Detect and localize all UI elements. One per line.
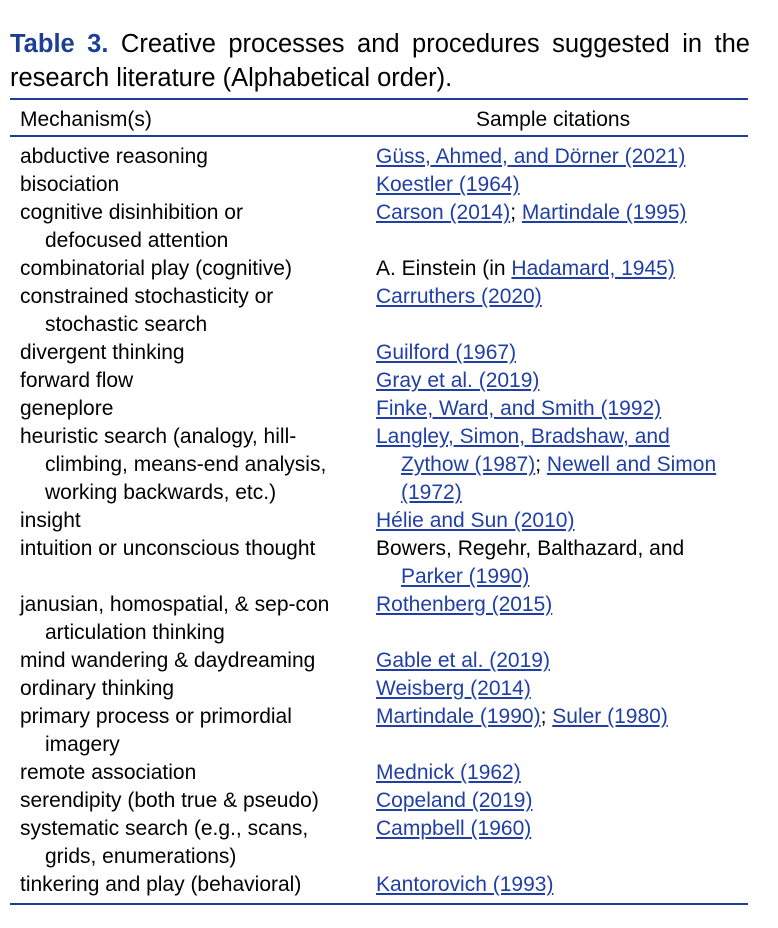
citation-line <box>376 507 746 535</box>
citation-line <box>376 255 746 283</box>
citation-link[interactable]: Hadamard, 1945) <box>511 257 675 280</box>
mechanism-text: stochastic search <box>45 313 208 336</box>
table-row <box>0 675 778 703</box>
citation-line <box>376 479 746 507</box>
citation-cell <box>376 535 746 591</box>
citation-cell <box>376 675 746 703</box>
citation-link[interactable]: Hélie and Sun (2010) <box>376 509 575 532</box>
table-row <box>0 143 778 171</box>
citation-text: ; <box>540 705 553 728</box>
citation-text: A. Einstein (in <box>376 257 512 280</box>
table-caption <box>10 27 750 95</box>
citation-cell <box>376 815 746 843</box>
citation-link[interactable]: Gable et al. (2019) <box>376 649 550 672</box>
table-row <box>0 703 778 759</box>
column-header-citations: Sample citations <box>476 108 631 131</box>
citation-link[interactable]: Guilford (1967) <box>376 341 517 364</box>
citation-cell <box>376 143 746 171</box>
citation-line <box>376 199 746 227</box>
citation-line <box>376 703 746 731</box>
table-header-rule <box>10 135 748 137</box>
citation-text: Bowers, Regehr, Balthazard, and <box>376 537 685 560</box>
mechanism-text: geneplore <box>20 397 114 420</box>
table-row <box>0 171 778 199</box>
citation-line <box>376 283 746 311</box>
mechanism-cell <box>20 787 365 815</box>
citation-line <box>376 815 746 843</box>
mechanism-text: insight <box>20 509 81 532</box>
citation-cell <box>376 759 746 787</box>
mechanism-text: serendipity (both true & pseudo) <box>20 789 319 812</box>
table-label: Table 3. <box>10 30 109 58</box>
citation-line <box>376 367 746 395</box>
citation-link[interactable]: Parker (1990) <box>401 565 530 588</box>
table-row <box>0 199 778 255</box>
citation-line <box>376 423 746 451</box>
citation-link[interactable]: Finke, Ward, and Smith (1992) <box>376 397 662 420</box>
mechanism-cell <box>20 283 365 339</box>
citation-cell <box>376 871 746 899</box>
citation-cell <box>376 199 746 227</box>
citation-line <box>376 395 746 423</box>
citation-cell <box>376 255 746 283</box>
mechanism-cell <box>20 815 365 871</box>
mechanism-text: cognitive disinhibition or <box>20 201 243 224</box>
mechanism-text: climbing, means-end analysis, <box>45 453 327 476</box>
citation-cell <box>376 703 746 731</box>
citation-link[interactable]: Mednick (1962) <box>376 761 521 784</box>
citation-link[interactable]: (1972) <box>401 481 462 504</box>
table-row <box>0 367 778 395</box>
mechanism-cell <box>20 423 365 507</box>
mechanism-cell <box>20 171 365 199</box>
mechanism-cell <box>20 367 365 395</box>
mechanism-text: primary process or primordial <box>20 705 292 728</box>
citation-link[interactable]: Martindale (1990) <box>376 705 541 728</box>
mechanism-cell <box>20 675 365 703</box>
table-row <box>0 871 778 899</box>
mechanism-text: intuition or unconscious thought <box>20 537 316 560</box>
mechanism-text: janusian, homospatial, & sep-con <box>20 593 330 616</box>
citation-link[interactable]: Zythow (1987) <box>401 453 536 476</box>
mechanism-cell <box>20 647 365 675</box>
citation-link[interactable]: Suler (1980) <box>552 705 668 728</box>
citation-text: ; <box>535 453 547 476</box>
table-row <box>0 759 778 787</box>
mechanism-cell <box>20 255 365 283</box>
citation-link[interactable]: Carson (2014) <box>376 201 511 224</box>
citation-link[interactable]: Güss, Ahmed, and Dörner (2021) <box>376 145 686 168</box>
table-row <box>0 787 778 815</box>
mechanism-text: heuristic search (analogy, hill- <box>20 425 297 448</box>
citation-text: ; <box>510 201 522 224</box>
table-row <box>0 423 778 507</box>
citation-link[interactable]: Gray et al. (2019) <box>376 369 540 392</box>
citation-line <box>376 871 746 899</box>
citation-line <box>376 759 746 787</box>
citation-link[interactable]: Rothenberg (2015) <box>376 593 553 616</box>
mechanism-cell <box>20 395 365 423</box>
mechanism-text: combinatorial play (cognitive) <box>20 257 292 280</box>
mechanism-cell <box>20 339 365 367</box>
citation-link[interactable]: Campbell (1960) <box>376 817 532 840</box>
citation-cell <box>376 367 746 395</box>
mechanism-text: defocused attention <box>45 229 229 252</box>
citation-link[interactable]: Copeland (2019) <box>376 789 533 812</box>
mechanism-cell <box>20 871 365 899</box>
mechanism-cell <box>20 507 365 535</box>
mechanism-cell <box>20 591 365 647</box>
mechanism-text: abductive reasoning <box>20 145 208 168</box>
mechanism-cell <box>20 759 365 787</box>
mechanism-text: systematic search (e.g., scans, <box>20 817 309 840</box>
mechanism-text: bisociation <box>20 173 120 196</box>
table-top-rule <box>10 98 748 100</box>
table-row <box>0 647 778 675</box>
citation-cell <box>376 423 746 507</box>
citation-line <box>376 787 746 815</box>
mechanism-text: imagery <box>45 733 120 756</box>
caption-text: Creative processes and procedures suggested in the research literature (Alphabetical order). <box>10 30 750 92</box>
citation-cell <box>376 395 746 423</box>
citation-line <box>376 171 746 199</box>
citation-cell <box>376 787 746 815</box>
column-header-mechanism: Mechanism(s) <box>20 108 152 131</box>
citation-cell <box>376 507 746 535</box>
citation-link[interactable]: Newell and Simon <box>546 453 717 476</box>
table-bottom-rule <box>10 903 748 905</box>
citation-link[interactable]: Langley, Simon, Bradshaw, and <box>376 425 670 448</box>
mechanism-text: grids, enumerations) <box>45 845 237 868</box>
table-row <box>0 339 778 367</box>
table-row <box>0 535 778 591</box>
table-row <box>0 395 778 423</box>
mechanism-cell <box>20 703 365 759</box>
mechanism-text: divergent thinking <box>20 341 185 364</box>
citation-line <box>376 339 746 367</box>
citation-cell <box>376 283 746 311</box>
mechanism-text: ordinary thinking <box>20 677 175 700</box>
citation-line <box>376 535 746 563</box>
table-row <box>0 283 778 339</box>
citation-line <box>376 647 746 675</box>
citation-cell <box>376 171 746 199</box>
table-row <box>0 255 778 283</box>
citation-link[interactable]: Kantorovich (1993) <box>376 873 554 896</box>
mechanism-text: constrained stochasticity or <box>20 285 274 308</box>
mechanism-text: articulation thinking <box>45 621 225 644</box>
citation-link[interactable]: Koestler (1964) <box>376 173 520 196</box>
mechanism-text: working backwards, etc.) <box>45 481 277 504</box>
citation-line <box>376 591 746 619</box>
citation-cell <box>376 591 746 619</box>
mechanism-text: forward flow <box>20 369 134 392</box>
mechanism-text: remote association <box>20 761 197 784</box>
mechanism-cell <box>20 535 365 563</box>
citation-cell <box>376 647 746 675</box>
mechanism-text: mind wandering & daydreaming <box>20 649 316 672</box>
table-body <box>0 143 778 899</box>
mechanism-text: tinkering and play (behavioral) <box>20 873 302 896</box>
table-row <box>0 591 778 647</box>
citation-cell <box>376 339 746 367</box>
citation-line <box>376 675 746 703</box>
citation-link[interactable]: Martindale (1995) <box>521 201 687 224</box>
citation-line <box>376 451 746 479</box>
mechanism-cell <box>20 143 365 171</box>
citation-link[interactable]: Weisberg (2014) <box>376 677 531 700</box>
citation-link[interactable]: Carruthers (2020) <box>376 285 542 308</box>
citation-line <box>376 143 746 171</box>
citation-line <box>376 563 746 591</box>
table-row <box>0 815 778 871</box>
table-row <box>0 507 778 535</box>
mechanism-cell <box>20 199 365 255</box>
